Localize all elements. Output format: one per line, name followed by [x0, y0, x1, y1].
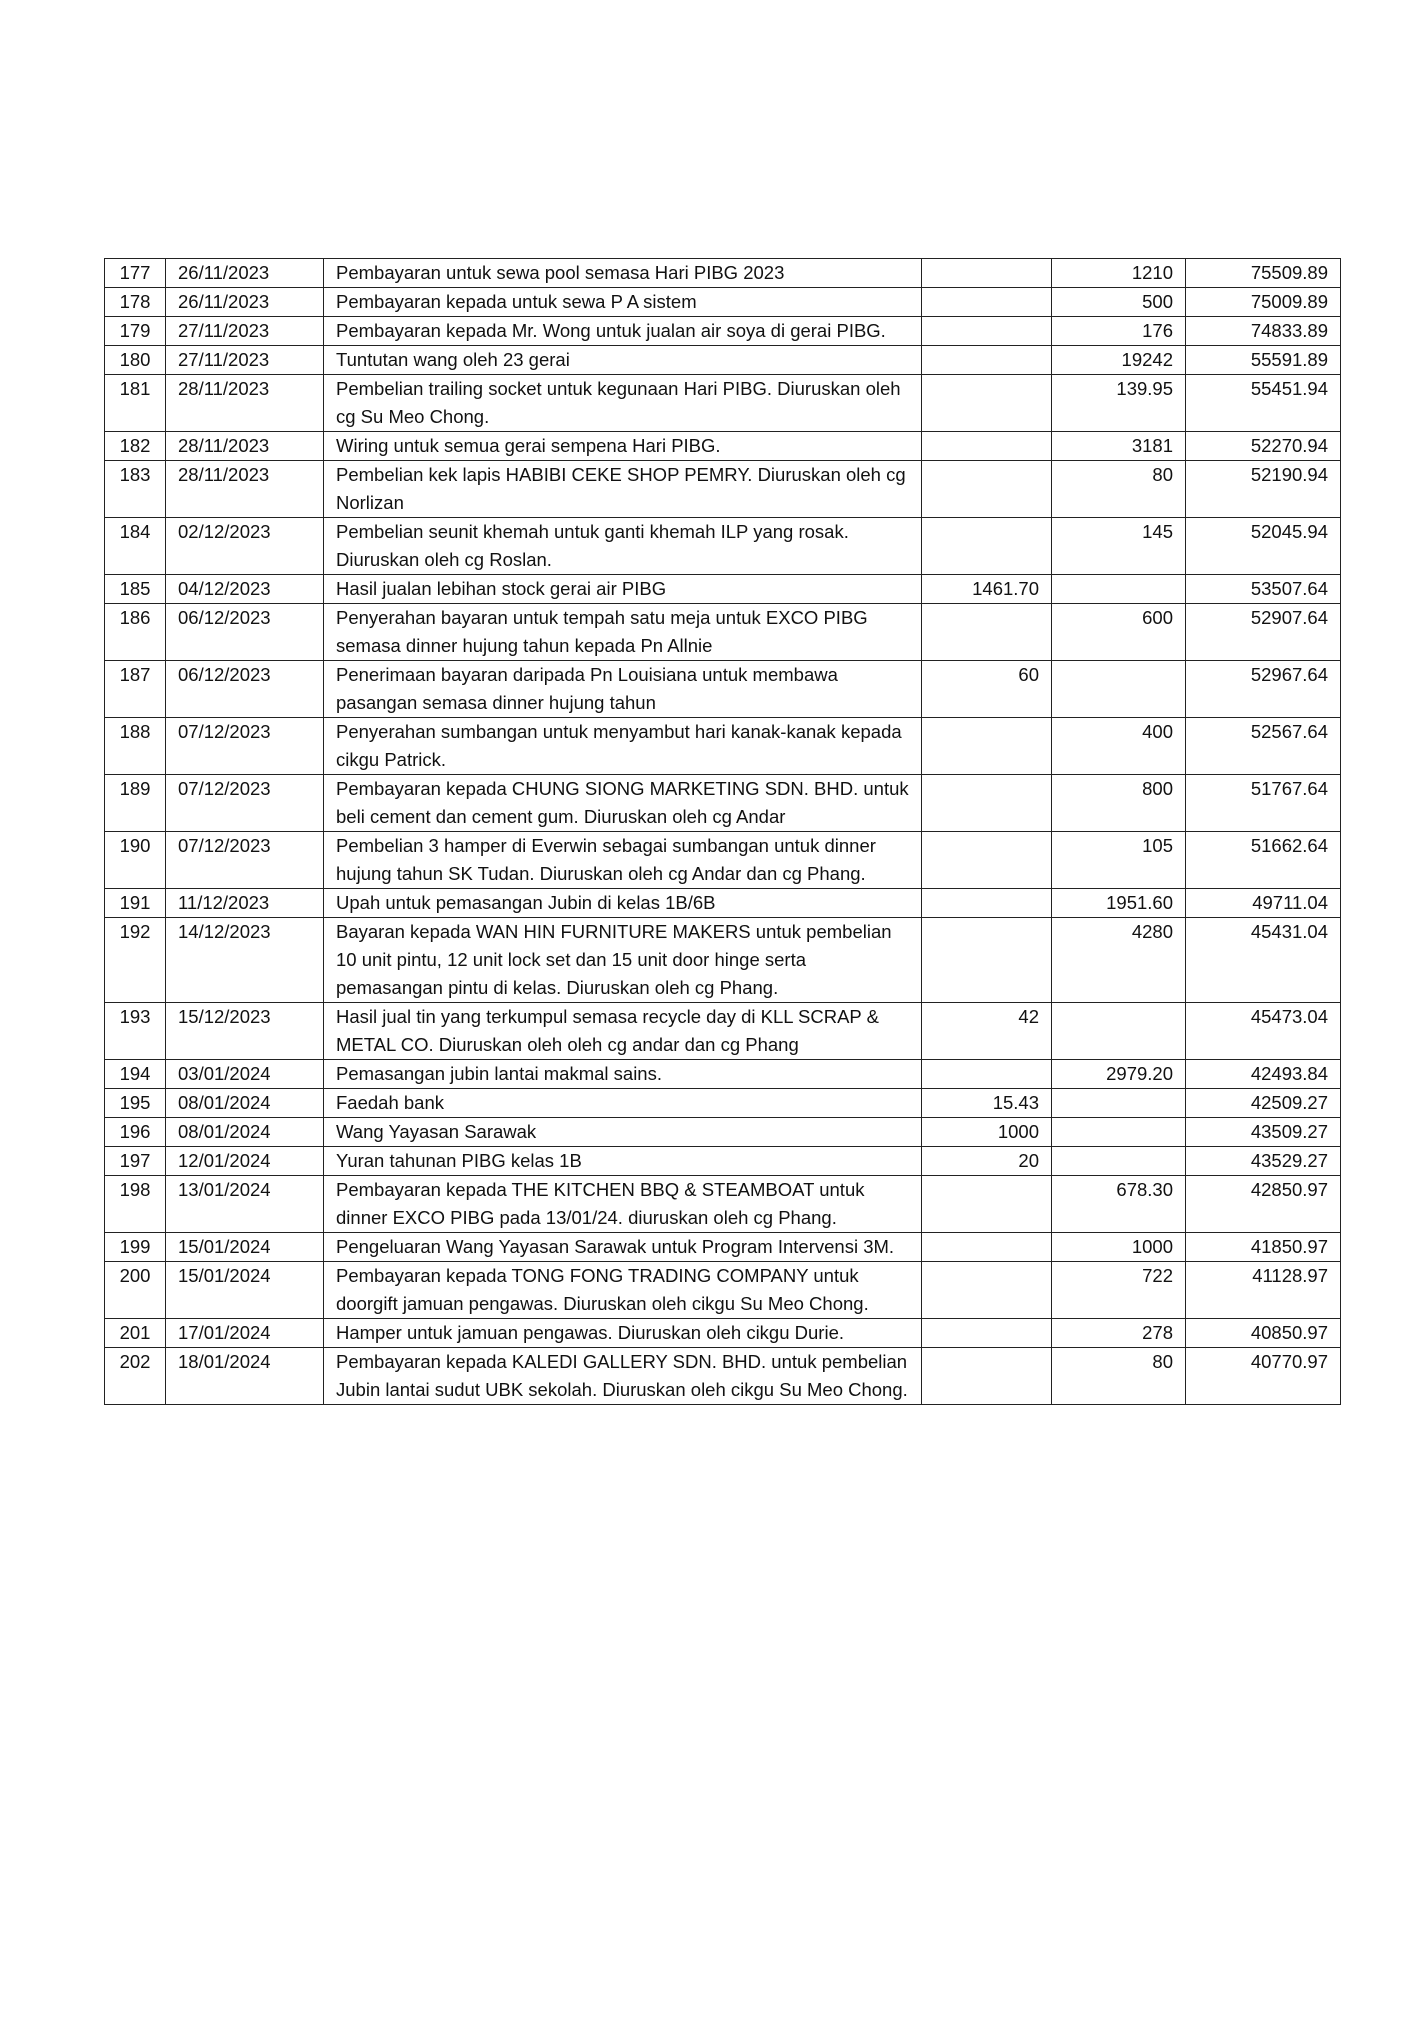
row-credit: 176: [1052, 317, 1186, 346]
row-description: Faedah bank: [324, 1089, 922, 1118]
row-date: 07/12/2023: [166, 718, 324, 775]
ledger-body: [105, 259, 1341, 1405]
table-row: [105, 1176, 1341, 1233]
row-balance: 40770.97: [1186, 1348, 1341, 1405]
row-date: 15/12/2023: [166, 1003, 324, 1060]
row-balance: 49711.04: [1186, 889, 1341, 918]
row-debit: [922, 1233, 1052, 1262]
row-description: Pembelian seunit khemah untuk ganti khemah ILP yang rosak. Diuruskan oleh cg Roslan.: [324, 518, 922, 575]
row-balance: 45431.04: [1186, 918, 1341, 1003]
table-row: [105, 918, 1341, 1003]
row-credit: 500: [1052, 288, 1186, 317]
row-debit: 42: [922, 1003, 1052, 1060]
table-row: [105, 775, 1341, 832]
row-date: 03/01/2024: [166, 1060, 324, 1089]
table-row: [105, 661, 1341, 718]
row-credit: [1052, 1089, 1186, 1118]
row-description: Hamper untuk jamuan pengawas. Diuruskan oleh cikgu Durie.: [324, 1319, 922, 1348]
row-balance: 42850.97: [1186, 1176, 1341, 1233]
row-balance: 42509.27: [1186, 1089, 1341, 1118]
row-description: Penyerahan bayaran untuk tempah satu meja untuk EXCO PIBG semasa dinner hujung tahun kepada Pn Allnie: [324, 604, 922, 661]
row-debit: 1000: [922, 1118, 1052, 1147]
row-credit: [1052, 1003, 1186, 1060]
row-debit: [922, 288, 1052, 317]
row-number: 199: [105, 1233, 166, 1262]
row-description: Pembayaran kepada THE KITCHEN BBQ & STEAMBOAT untuk dinner EXCO PIBG pada 13/01/24. diuruskan oleh cg Phang.: [324, 1176, 922, 1233]
row-balance: 52567.64: [1186, 718, 1341, 775]
row-date: 15/01/2024: [166, 1233, 324, 1262]
row-debit: [922, 346, 1052, 375]
row-credit: 1951.60: [1052, 889, 1186, 918]
row-date: 14/12/2023: [166, 918, 324, 1003]
row-number: 195: [105, 1089, 166, 1118]
row-balance: 52045.94: [1186, 518, 1341, 575]
row-debit: [922, 604, 1052, 661]
row-date: 04/12/2023: [166, 575, 324, 604]
table-row: [105, 259, 1341, 288]
row-number: 202: [105, 1348, 166, 1405]
row-description: Pemasangan jubin lantai makmal sains.: [324, 1060, 922, 1089]
row-credit: 1000: [1052, 1233, 1186, 1262]
row-number: 177: [105, 259, 166, 288]
row-debit: [922, 1319, 1052, 1348]
table-row: [105, 1003, 1341, 1060]
table-row: [105, 1089, 1341, 1118]
row-description: Pembelian trailing socket untuk kegunaan Hari PIBG. Diuruskan oleh cg Su Meo Chong.: [324, 375, 922, 432]
row-description: Tuntutan wang oleh 23 gerai: [324, 346, 922, 375]
row-balance: 75009.89: [1186, 288, 1341, 317]
table-row: [105, 1147, 1341, 1176]
row-debit: 15.43: [922, 1089, 1052, 1118]
row-date: 26/11/2023: [166, 288, 324, 317]
row-credit: 1210: [1052, 259, 1186, 288]
row-number: 186: [105, 604, 166, 661]
table-row: [105, 288, 1341, 317]
row-debit: [922, 375, 1052, 432]
row-number: 196: [105, 1118, 166, 1147]
table-row: [105, 518, 1341, 575]
row-date: 26/11/2023: [166, 259, 324, 288]
row-credit: 800: [1052, 775, 1186, 832]
row-number: 197: [105, 1147, 166, 1176]
row-debit: [922, 259, 1052, 288]
row-description: Pengeluaran Wang Yayasan Sarawak untuk Program Intervensi 3M.: [324, 1233, 922, 1262]
row-balance: 53507.64: [1186, 575, 1341, 604]
row-description: Hasil jual tin yang terkumpul semasa recycle day di KLL SCRAP & METAL CO. Diuruskan oleh oleh cg andar dan cg Phang: [324, 1003, 922, 1060]
table-row: [105, 375, 1341, 432]
row-number: 180: [105, 346, 166, 375]
row-number: 178: [105, 288, 166, 317]
row-description: Wang Yayasan Sarawak: [324, 1118, 922, 1147]
row-debit: [922, 1262, 1052, 1319]
row-description: Yuran tahunan PIBG kelas 1B: [324, 1147, 922, 1176]
row-credit: 80: [1052, 1348, 1186, 1405]
row-description: Pembayaran kepada untuk sewa P A sistem: [324, 288, 922, 317]
row-balance: 52190.94: [1186, 461, 1341, 518]
row-number: 182: [105, 432, 166, 461]
row-credit: 139.95: [1052, 375, 1186, 432]
row-description: Pembayaran untuk sewa pool semasa Hari PIBG 2023: [324, 259, 922, 288]
row-number: 189: [105, 775, 166, 832]
table-row: [105, 1118, 1341, 1147]
row-description: Pembayaran kepada KALEDI GALLERY SDN. BHD. untuk pembelian Jubin lantai sudut UBK sekolah. Diuruskan oleh cikgu Su Meo Chong.: [324, 1348, 922, 1405]
row-debit: [922, 1348, 1052, 1405]
table-row: [105, 432, 1341, 461]
row-description: Bayaran kepada WAN HIN FURNITURE MAKERS untuk pembelian 10 unit pintu, 12 unit lock set dan 15 unit door hinge serta pemasangan pintu di kelas. Diuruskan oleh cg Phang.: [324, 918, 922, 1003]
row-debit: 60: [922, 661, 1052, 718]
row-description: Pembelian 3 hamper di Everwin sebagai sumbangan untuk dinner hujung tahun SK Tudan. Diuruskan oleh cg Andar dan cg Phang.: [324, 832, 922, 889]
row-date: 27/11/2023: [166, 317, 324, 346]
table-row: [105, 832, 1341, 889]
table-row: [105, 1319, 1341, 1348]
row-number: 198: [105, 1176, 166, 1233]
row-description: Penerimaan bayaran daripada Pn Louisiana untuk membawa pasangan semasa dinner hujung tahun: [324, 661, 922, 718]
row-credit: 678.30: [1052, 1176, 1186, 1233]
row-date: 08/01/2024: [166, 1089, 324, 1118]
row-debit: [922, 775, 1052, 832]
row-credit: 400: [1052, 718, 1186, 775]
row-credit: 105: [1052, 832, 1186, 889]
row-date: 28/11/2023: [166, 461, 324, 518]
row-debit: [922, 832, 1052, 889]
row-credit: [1052, 1147, 1186, 1176]
row-number: 183: [105, 461, 166, 518]
row-balance: 40850.97: [1186, 1319, 1341, 1348]
row-date: 17/01/2024: [166, 1319, 324, 1348]
row-debit: [922, 1176, 1052, 1233]
row-debit: [922, 518, 1052, 575]
row-balance: 43529.27: [1186, 1147, 1341, 1176]
row-number: 184: [105, 518, 166, 575]
table-row: [105, 889, 1341, 918]
row-balance: 45473.04: [1186, 1003, 1341, 1060]
row-date: 28/11/2023: [166, 432, 324, 461]
row-description: Pembayaran kepada CHUNG SIONG MARKETING SDN. BHD. untuk beli cement dan cement gum. Diuruskan oleh cg Andar: [324, 775, 922, 832]
row-date: 06/12/2023: [166, 604, 324, 661]
row-number: 179: [105, 317, 166, 346]
row-date: 11/12/2023: [166, 889, 324, 918]
row-number: 190: [105, 832, 166, 889]
row-credit: [1052, 1118, 1186, 1147]
row-credit: 80: [1052, 461, 1186, 518]
row-date: 12/01/2024: [166, 1147, 324, 1176]
row-credit: 145: [1052, 518, 1186, 575]
row-balance: 42493.84: [1186, 1060, 1341, 1089]
table-row: [105, 461, 1341, 518]
row-date: 07/12/2023: [166, 775, 324, 832]
row-date: 15/01/2024: [166, 1262, 324, 1319]
row-balance: 74833.89: [1186, 317, 1341, 346]
row-credit: [1052, 661, 1186, 718]
row-number: 194: [105, 1060, 166, 1089]
row-date: 18/01/2024: [166, 1348, 324, 1405]
row-number: 188: [105, 718, 166, 775]
row-balance: 52270.94: [1186, 432, 1341, 461]
row-balance: 55591.89: [1186, 346, 1341, 375]
row-balance: 51662.64: [1186, 832, 1341, 889]
table-row: [105, 604, 1341, 661]
row-description: Wiring untuk semua gerai sempena Hari PIBG.: [324, 432, 922, 461]
row-date: 06/12/2023: [166, 661, 324, 718]
row-balance: 41128.97: [1186, 1262, 1341, 1319]
row-balance: 52967.64: [1186, 661, 1341, 718]
row-credit: 4280: [1052, 918, 1186, 1003]
row-balance: 52907.64: [1186, 604, 1341, 661]
row-number: 193: [105, 1003, 166, 1060]
row-balance: 75509.89: [1186, 259, 1341, 288]
table-row: [105, 718, 1341, 775]
row-debit: [922, 918, 1052, 1003]
row-credit: 3181: [1052, 432, 1186, 461]
row-number: 201: [105, 1319, 166, 1348]
row-number: 192: [105, 918, 166, 1003]
row-description: Pembayaran kepada Mr. Wong untuk jualan air soya di gerai PIBG.: [324, 317, 922, 346]
table-row: [105, 317, 1341, 346]
row-balance: 55451.94: [1186, 375, 1341, 432]
row-debit: [922, 461, 1052, 518]
row-balance: 51767.64: [1186, 775, 1341, 832]
row-balance: 43509.27: [1186, 1118, 1341, 1147]
row-number: 200: [105, 1262, 166, 1319]
row-debit: [922, 1060, 1052, 1089]
table-row: [105, 575, 1341, 604]
table-row: [105, 1233, 1341, 1262]
row-credit: [1052, 575, 1186, 604]
table-row: [105, 1060, 1341, 1089]
row-debit: [922, 432, 1052, 461]
row-debit: [922, 889, 1052, 918]
row-credit: 600: [1052, 604, 1186, 661]
row-description: Upah untuk pemasangan Jubin di kelas 1B/6B: [324, 889, 922, 918]
row-description: Penyerahan sumbangan untuk menyambut hari kanak-kanak kepada cikgu Patrick.: [324, 718, 922, 775]
row-description: Hasil jualan lebihan stock gerai air PIBG: [324, 575, 922, 604]
row-description: Pembelian kek lapis HABIBI CEKE SHOP PEMRY. Diuruskan oleh cg Norlizan: [324, 461, 922, 518]
row-debit: [922, 718, 1052, 775]
row-description: Pembayaran kepada TONG FONG TRADING COMPANY untuk doorgift jamuan pengawas. Diuruskan oleh cikgu Su Meo Chong.: [324, 1262, 922, 1319]
row-date: 02/12/2023: [166, 518, 324, 575]
row-debit: [922, 317, 1052, 346]
row-credit: 722: [1052, 1262, 1186, 1319]
row-date: 28/11/2023: [166, 375, 324, 432]
row-number: 191: [105, 889, 166, 918]
table-row: [105, 1348, 1341, 1405]
row-date: 13/01/2024: [166, 1176, 324, 1233]
table-row: [105, 346, 1341, 375]
row-number: 187: [105, 661, 166, 718]
row-number: 185: [105, 575, 166, 604]
ledger-table: [104, 258, 1341, 1405]
row-balance: 41850.97: [1186, 1233, 1341, 1262]
row-number: 181: [105, 375, 166, 432]
row-debit: 1461.70: [922, 575, 1052, 604]
table-row: [105, 1262, 1341, 1319]
row-date: 07/12/2023: [166, 832, 324, 889]
row-date: 27/11/2023: [166, 346, 324, 375]
row-date: 08/01/2024: [166, 1118, 324, 1147]
row-debit: 20: [922, 1147, 1052, 1176]
row-credit: 2979.20: [1052, 1060, 1186, 1089]
row-credit: 19242: [1052, 346, 1186, 375]
row-credit: 278: [1052, 1319, 1186, 1348]
